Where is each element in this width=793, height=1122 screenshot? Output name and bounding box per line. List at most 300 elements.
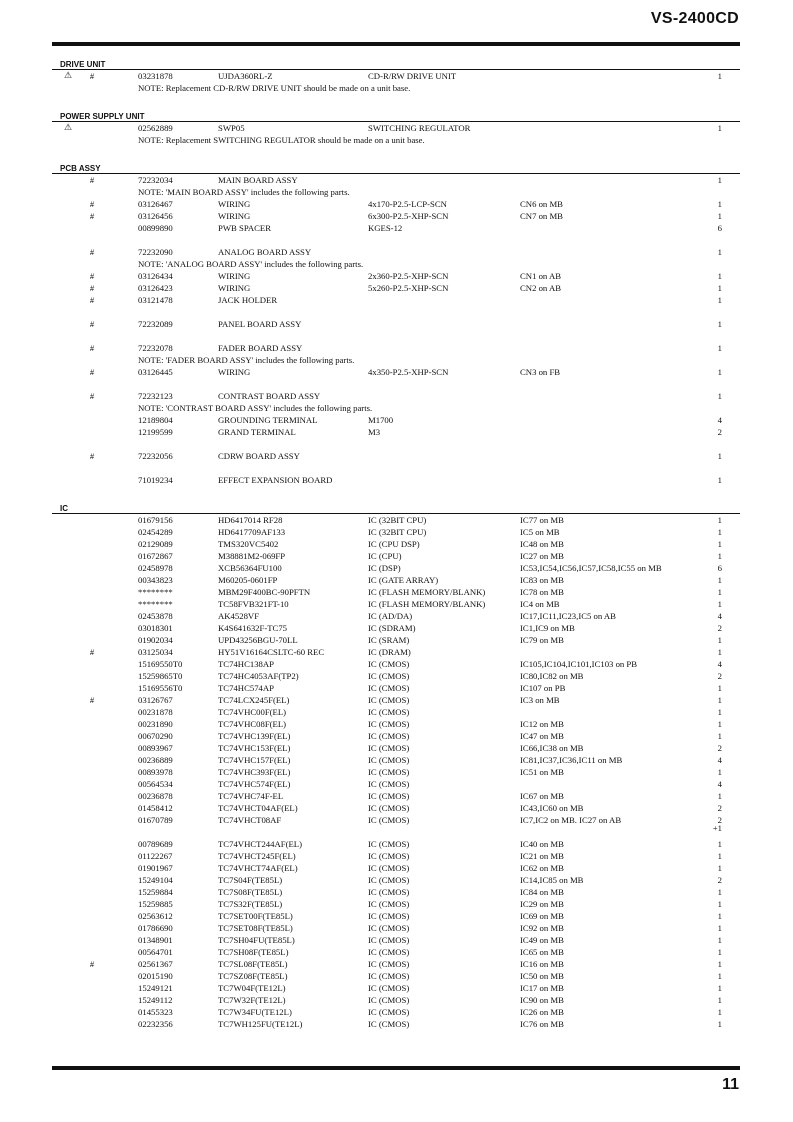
part-description: TC7W04F(TE12L) [218,983,286,993]
part-quantity: 2 [717,623,722,633]
part-type: IC (CMOS) [368,1019,410,1029]
row-spacer [52,330,740,342]
part-row [52,658,740,670]
section-title: DRIVE UNIT [52,60,740,70]
part-description: TC7SH08F(TE85L) [218,947,289,957]
new-part-mark: # [89,199,95,209]
bottom-rule [52,1066,740,1070]
note-row [52,258,740,270]
part-location: IC29 on MB [520,899,564,909]
part-description: UPD43256BGU-70LL [218,635,298,645]
part-quantity: 1 [717,587,722,597]
section-pcb-assy [52,164,740,486]
part-type: IC (CMOS) [368,743,410,753]
part-location: IC49 on MB [520,935,564,945]
part-description: TC74VHCT74AF(EL) [218,863,298,873]
part-type: IC (CMOS) [368,1007,410,1017]
part-location: CN3 on FB [520,367,561,377]
part-location: IC90 on MB [520,995,564,1005]
part-type: 5x260-P2.5-XHP-SCN [368,283,449,293]
part-location: IC5 on MB [520,527,560,537]
new-part-mark: # [89,391,95,401]
part-number: 00231890 [138,719,173,729]
part-type: IC (CMOS) [368,887,410,897]
part-row [52,670,740,682]
part-number: 72232089 [138,319,173,329]
part-type: 2x360-P2.5-XHP-SCN [368,271,449,281]
note-text: NOTE: 'FADER BOARD ASSY' includes the following parts. [138,355,355,365]
part-type: IC (CMOS) [368,707,410,717]
part-type: IC (CPU DSP) [368,539,420,549]
part-description: ANALOG BOARD ASSY [218,247,312,257]
row-spacer [52,826,740,838]
new-part-mark: # [89,451,95,461]
part-location: IC65 on MB [520,947,564,957]
part-type: IC (CMOS) [368,983,410,993]
part-description: TC7SET08F(TE85L) [218,923,293,933]
part-number: 03126423 [138,283,173,293]
part-location: IC27 on MB [520,551,564,561]
part-number: 02561367 [138,959,173,969]
part-number: 00236889 [138,755,173,765]
part-number: 15249121 [138,983,173,993]
part-quantity: 1 [717,851,722,861]
part-type: IC (GATE ARRAY) [368,575,439,585]
part-quantity: 2 [717,875,722,885]
part-number: 03018301 [138,623,173,633]
part-quantity: 1 [717,575,722,585]
row-spacer [52,234,740,246]
part-number: 03126456 [138,211,173,221]
part-description: MAIN BOARD ASSY [218,175,298,185]
part-description: TC74VHCT04AF(EL) [218,803,298,813]
part-location: IC26 on MB [520,1007,564,1017]
part-description: EFFECT EXPANSION BOARD [218,475,333,485]
part-row [52,706,740,718]
part-type: IC (FLASH MEMORY/BLANK) [368,599,486,609]
part-quantity: 1 [717,551,722,561]
part-description: TC7SET00F(TE85L) [218,911,293,921]
part-description: M38881M2-069FP [218,551,286,561]
part-row [52,210,740,222]
part-description: TC74VHC393F(EL) [218,767,291,777]
part-quantity: 1 [717,683,722,693]
part-quantity: 1 [717,295,722,305]
part-location: IC84 on MB [520,887,564,897]
new-part-mark: # [89,695,95,705]
part-description: HD6417014 RF28 [218,515,283,525]
part-type: IC (FLASH MEMORY/BLANK) [368,587,486,597]
part-number: 01679156 [138,515,173,525]
part-type: KGES-12 [368,223,403,233]
part-type: IC (CMOS) [368,935,410,945]
part-location: IC50 on MB [520,971,564,981]
new-part-mark: # [89,647,95,657]
part-quantity: 1 [717,527,722,537]
part-row [52,70,740,82]
part-description: CDRW BOARD ASSY [218,451,300,461]
part-quantity: 1 [717,635,722,645]
part-number: 00893978 [138,767,173,777]
part-row [52,562,740,574]
part-number: 15169556T0 [138,683,183,693]
part-number: 03126467 [138,199,173,209]
part-row [52,754,740,766]
part-row [52,538,740,550]
part-quantity: 1 [717,719,722,729]
part-row [52,1018,740,1030]
part-description: TC74LCX245F(EL) [218,695,290,705]
part-row [52,474,740,486]
part-number: 02232356 [138,1019,173,1029]
part-number: 12199599 [138,427,173,437]
part-quantity: 1 [717,1007,722,1017]
part-number: 03126445 [138,367,173,377]
new-part-mark: # [89,71,95,81]
part-description: TC74VHCT08AF [218,815,282,825]
part-row [52,598,740,610]
part-quantity: 1 [717,899,722,909]
part-description: TC74VHC74F-EL [218,791,284,801]
part-number: 02454289 [138,527,173,537]
part-type: M3 [368,427,381,437]
row-spacer [52,462,740,474]
part-description: TC7SH04FU(TE85L) [218,935,295,945]
note-text: NOTE: 'MAIN BOARD ASSY' includes the following parts. [138,187,350,197]
part-type: IC (CMOS) [368,923,410,933]
top-rule [52,42,740,46]
part-description: TC7SZ08F(TE85L) [218,971,288,981]
part-quantity: 1 [717,947,722,957]
part-quantity: 4 [717,415,722,425]
part-description: SWP05 [218,123,245,133]
part-quantity: 1 [717,391,722,401]
part-quantity: 1 [717,791,722,801]
part-number: 01122267 [138,851,173,861]
part-location: CN7 on MB [520,211,563,221]
part-number: 01348901 [138,935,173,945]
part-description: CONTRAST BOARD ASSY [218,391,321,401]
part-number: 01902034 [138,635,173,645]
part-type: IC (DRAM) [368,647,411,657]
part-type: IC (CMOS) [368,779,410,789]
part-location: IC3 on MB [520,695,560,705]
part-type: IC (CMOS) [368,875,410,885]
part-row [52,802,740,814]
page-number: 11 [722,1076,739,1093]
part-quantity: 1 [717,767,722,777]
row-spacer [52,306,740,318]
part-type: IC (CMOS) [368,767,410,777]
part-number: 15249104 [138,875,173,885]
part-location: IC67 on MB [520,791,564,801]
part-row [52,282,740,294]
part-row [52,970,740,982]
new-part-mark: # [89,211,95,221]
part-type: M1700 [368,415,394,425]
section-ic [52,504,740,1030]
row-spacer [52,438,740,450]
part-quantity: 4 [717,755,722,765]
part-number: 72232090 [138,247,173,257]
part-number: 02453878 [138,611,173,621]
part-quantity: 1 [717,959,722,969]
part-number: 72232078 [138,343,173,353]
note-text: NOTE: Replacement SWITCHING REGULATOR should be made on a unit base. [138,135,425,145]
part-location: IC48 on MB [520,539,564,549]
note-row [52,402,740,414]
part-number: 03125034 [138,647,173,657]
part-row [52,426,740,438]
part-row [52,982,740,994]
part-description: TC74VHC574F(EL) [218,779,291,789]
part-location: IC4 on MB [520,599,560,609]
part-quantity: 2 [717,427,722,437]
part-description: PANEL BOARD ASSY [218,319,302,329]
model-name: VS-2400CD [650,10,739,27]
part-quantity: 4 [717,611,722,621]
part-type: IC (CMOS) [368,695,410,705]
part-quantity: 1 [717,839,722,849]
part-description: TC7S04F(TE85L) [218,875,283,885]
part-description: GRAND TERMINAL [218,427,296,437]
part-description: GROUNDING TERMINAL [218,415,318,425]
part-location: IC14,IC85 on MB [520,875,584,885]
part-quantity: 6 [717,223,722,233]
part-location: IC69 on MB [520,911,564,921]
part-type: CD-R/RW DRIVE UNIT [368,71,457,81]
part-type: IC (CMOS) [368,959,410,969]
part-type: IC (CMOS) [368,971,410,981]
part-number: 01455323 [138,1007,173,1017]
part-description: TC7WH125FU(TE12L) [218,1019,303,1029]
part-quantity: 1 [717,319,722,329]
part-quantity: 1 [717,123,722,133]
part-type: 6x300-P2.5-XHP-SCN [368,211,449,221]
part-quantity: 1 [717,647,722,657]
part-number: 03126434 [138,271,173,281]
part-row [52,246,740,258]
part-description: TC7W34FU(TE12L) [218,1007,292,1017]
part-quantity: 2 [717,803,722,813]
part-location: IC12 on MB [520,719,564,729]
note-row [52,82,740,94]
part-number: 15259865T0 [138,671,183,681]
part-row [52,514,740,526]
part-number: 00236878 [138,791,173,801]
part-description: TC74VHCT244AF(EL) [218,839,302,849]
part-quantity: 1 [717,863,722,873]
part-quantity: 2 [717,671,722,681]
part-type: IC (CMOS) [368,719,410,729]
part-type: IC (CMOS) [368,731,410,741]
new-part-mark: # [89,295,95,305]
note-row [52,354,740,366]
part-row [52,610,740,622]
part-quantity: 1 [717,707,722,717]
part-row [52,366,740,378]
part-row [52,622,740,634]
part-number: 03121478 [138,295,173,305]
part-row [52,174,740,186]
part-description: TC7SL08F(TE85L) [218,959,288,969]
part-quantity: 1 [717,935,722,945]
part-quantity: 1 [717,539,722,549]
part-description: TMS320VC5402 [218,539,279,549]
part-type: IC (32BIT CPU) [368,527,427,537]
part-location: IC62 on MB [520,863,564,873]
part-description: HY51V16164CSLTC-60 REC [218,647,325,657]
section-power-supply-unit [52,112,740,146]
note-text: NOTE: 'CONTRAST BOARD ASSY' includes the following parts. [138,403,373,413]
part-location: IC43,IC60 on MB [520,803,584,813]
part-row [52,318,740,330]
part-type: IC (CMOS) [368,803,410,813]
part-quantity: 1 [717,983,722,993]
part-location: CN2 on AB [520,283,562,293]
part-row [52,766,740,778]
part-type: IC (SRAM) [368,635,410,645]
part-number: 02015190 [138,971,173,981]
part-location: IC51 on MB [520,767,564,777]
part-description: TC74VHC157F(EL) [218,755,291,765]
part-type: IC (CMOS) [368,683,410,693]
part-location: IC40 on MB [520,839,564,849]
section-title: IC [52,504,740,514]
part-type: IC (CPU) [368,551,402,561]
part-row [52,342,740,354]
part-location: IC17 on MB [520,983,564,993]
part-number: 15169550T0 [138,659,183,669]
part-row [52,586,740,598]
part-location: IC83 on MB [520,575,564,585]
part-quantity: 1 [717,247,722,257]
part-row [52,946,740,958]
new-part-mark: # [89,367,95,377]
part-row [52,646,740,658]
part-quantity: 2 [717,815,722,825]
part-description: WIRING [218,271,251,281]
part-location: IC80,IC82 on MB [520,671,584,681]
part-type: SWITCHING REGULATOR [368,123,471,133]
part-location: IC105,IC104,IC101,IC103 on PB [520,659,638,669]
part-number: ******** [138,587,173,597]
part-type: IC (CMOS) [368,815,410,825]
part-row [52,934,740,946]
part-type: IC (CMOS) [368,899,410,909]
part-number: 15259885 [138,899,173,909]
part-number: 01786690 [138,923,173,933]
part-description: WIRING [218,367,251,377]
note-row [52,134,740,146]
part-type: IC (CMOS) [368,791,410,801]
part-quantity: 1 [717,1019,722,1029]
part-row [52,222,740,234]
part-type: IC (CMOS) [368,755,410,765]
part-number: 03126767 [138,695,173,705]
part-number: 72232123 [138,391,173,401]
part-quantity: 1 [717,923,722,933]
part-row [52,270,740,282]
part-number: 12189804 [138,415,173,425]
row-spacer [52,378,740,390]
part-quantity: 4 [717,779,722,789]
part-description: JACK HOLDER [218,295,278,305]
part-quantity: 1 [717,515,722,525]
part-number: 00231878 [138,707,173,717]
part-location: IC79 on MB [520,635,564,645]
part-number: 15249112 [138,995,173,1005]
part-description: MBM29F400BC-90PFTN [218,587,311,597]
part-quantity: 1 [717,995,722,1005]
part-location: IC107 on PB [520,683,566,693]
part-description: TC74HC574AP [218,683,274,693]
part-row [52,730,740,742]
part-description: XCB56364FU100 [218,563,282,573]
part-description: TC74VHC153F(EL) [218,743,291,753]
part-type: IC (CMOS) [368,851,410,861]
part-type: IC (DSP) [368,563,401,573]
part-quantity: 1 [717,199,722,209]
part-quantity: 1 [717,71,722,81]
part-row [52,450,740,462]
part-number: 00893967 [138,743,173,753]
part-row [52,526,740,538]
part-description: K4S641632F-TC75 [218,623,288,633]
part-type: IC (CMOS) [368,995,410,1005]
part-description: TC74VHC139F(EL) [218,731,291,741]
part-row [52,862,740,874]
part-row [52,814,740,833]
part-quantity: 1 [717,731,722,741]
part-location: IC92 on MB [520,923,564,933]
part-location: IC7,IC2 on MB. IC27 on AB [520,815,622,825]
part-row [52,198,740,210]
part-location: IC47 on MB [520,731,564,741]
new-part-mark: # [89,283,95,293]
part-quantity: 1 [717,451,722,461]
parts-list [52,60,740,1048]
part-row [52,742,740,754]
part-location: IC1,IC9 on MB [520,623,575,633]
part-row [52,694,740,706]
part-number: 00670290 [138,731,173,741]
part-description: PWB SPACER [218,223,272,233]
part-description: TC58FVB321FT-10 [218,599,289,609]
part-location: IC21 on MB [520,851,564,861]
part-description: M60205-0601FP [218,575,278,585]
note-text: NOTE: 'ANALOG BOARD ASSY' includes the following parts. [138,259,364,269]
part-location: IC53,IC54,IC56,IC57,IC58,IC55 on MB [520,563,662,573]
part-description: WIRING [218,199,251,209]
part-location: IC17,IC11,IC23,IC5 on AB [520,611,616,621]
part-description: TC74VHCT245F(EL) [218,851,296,861]
part-quantity: 1 [717,695,722,705]
part-quantity: 1 [717,367,722,377]
part-type: IC (AD/DA) [368,611,413,621]
part-quantity: 1 [717,887,722,897]
part-quantity: 1 [717,971,722,981]
part-type: IC (CMOS) [368,659,410,669]
part-row [52,886,740,898]
safety-warning-icon: ⚠ [63,71,73,81]
part-quantity: 1 [717,211,722,221]
part-number: 01458412 [138,803,173,813]
part-quantity: 1 [717,475,722,485]
new-part-mark: # [89,343,95,353]
part-row [52,778,740,790]
safety-warning-icon: ⚠ [63,123,73,133]
